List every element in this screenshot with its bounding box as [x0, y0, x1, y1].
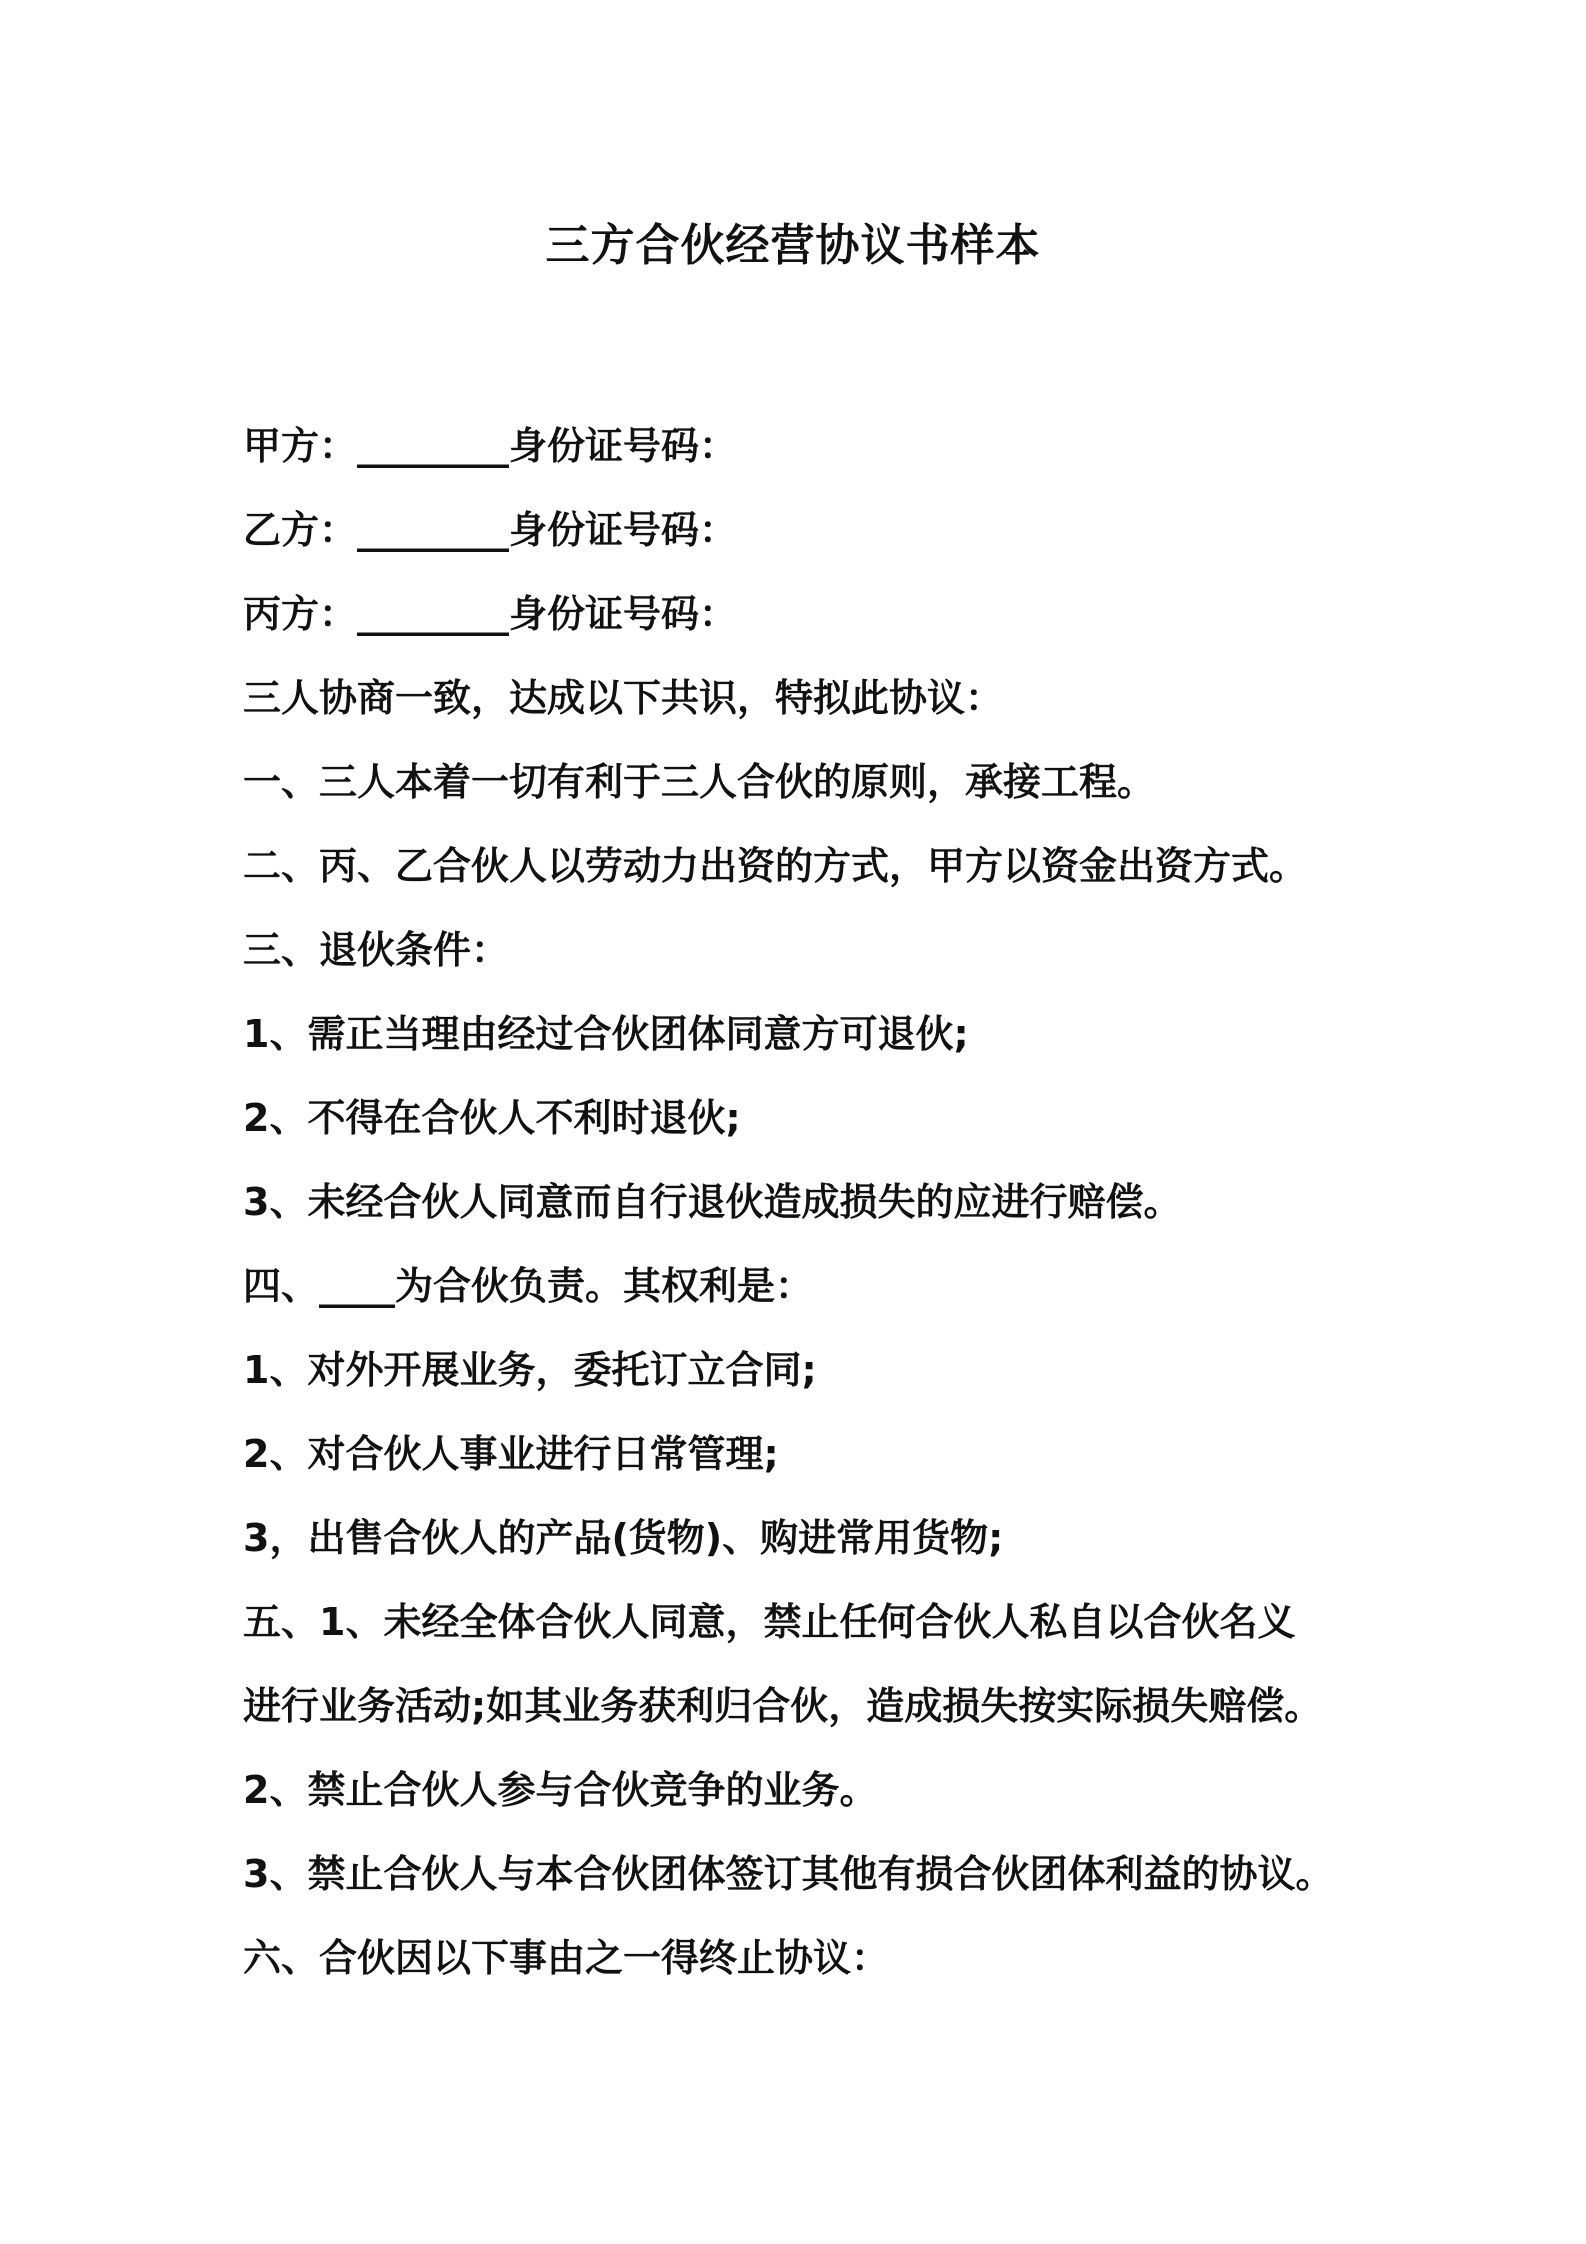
clause-1: 一、三人本着一切有利于三人合伙的原则，承接工程。 [243, 760, 1156, 804]
clause-5-item-1: 五、1、未经全体合伙人同意，禁止任何合伙人私自以合伙名义 [243, 1600, 1296, 1644]
clause-4-item-3: 3，出售合伙人的产品(货物)、购进常用货物; [243, 1516, 1004, 1560]
clause-2: 二、丙、乙合伙人以劳动力出资的方式，甲方以资金出资方式。 [243, 844, 1308, 888]
clause-5-item-1-continued: 进行业务活动;如其业务获利归合伙，造成损失按实际损失赔偿。 [243, 1684, 1323, 1728]
clause-3-item-1: 1、需正当理由经过合伙团体同意方可退伙; [243, 1012, 969, 1056]
document-title: 三方合伙经营协议书样本 [545, 220, 1041, 271]
clause-5-item-3: 3、禁止合伙人与本合伙团体签订其他有损合伙团体利益的协议。 [243, 1852, 1334, 1896]
clause-4-item-1: 1、对外开展业务，委托订立合同; [243, 1348, 817, 1392]
document-body [243, 404, 1403, 2000]
party-a-line: 甲方：________身份证号码： [243, 424, 738, 468]
clause-3-item-2: 2、不得在合伙人不利时退伙; [243, 1096, 741, 1140]
party-c-line: 丙方：________身份证号码： [243, 592, 738, 636]
clause-5-item-2: 2、禁止合伙人参与合伙竞争的业务。 [243, 1768, 878, 1812]
party-b-line: 乙方：________身份证号码： [243, 508, 738, 552]
clause-4-item-2: 2、对合伙人事业进行日常管理; [243, 1432, 779, 1476]
clause-3-heading: 三、退伙条件： [243, 928, 510, 972]
clause-4-heading: 四、____为合伙负责。其权利是： [243, 1264, 814, 1308]
clause-3-item-3: 3、未经合伙人同意而自行退伙造成损失的应进行赔偿。 [243, 1180, 1182, 1224]
preamble-line: 三人协商一致，达成以下共识，特拟此协议： [243, 676, 1004, 720]
clause-6-heading: 六、合伙因以下事由之一得终止协议： [243, 1936, 890, 1980]
